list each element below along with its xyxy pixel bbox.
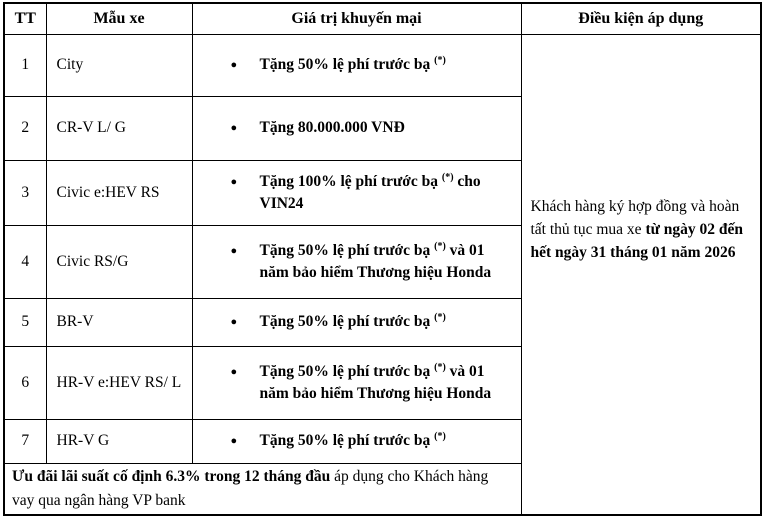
footnote-marker: (*) (434, 430, 446, 442)
model-cell: Civic RS/G (46, 225, 192, 298)
promo-cell (192, 298, 521, 346)
bullet-icon: ● (230, 59, 238, 71)
row-number-cell: 1 (4, 34, 46, 96)
model-cell: Civic e:HEV RS (46, 160, 192, 225)
footnote-marker: (*) (434, 361, 446, 373)
footnote-marker: (*) (434, 240, 446, 252)
row-number-cell: 3 (4, 160, 46, 225)
promo-text: Tặng 50% lệ phí trước bạ (*) (259, 430, 446, 449)
promo-text: Tặng 50% lệ phí trước bạ (*) (259, 311, 446, 330)
footnote-marker: (*) (434, 54, 446, 66)
row-number-cell: 7 (4, 419, 46, 463)
promo-cell (192, 34, 521, 96)
bullet-icon: ● (230, 316, 238, 328)
condition-text-bold: từ ngày 02 đến hết ngày 31 tháng 01 năm 2026 (530, 220, 744, 261)
header-cell-tt: TT (4, 3, 46, 34)
footer-cell (4, 463, 521, 515)
bullet-icon: ● (230, 175, 238, 188)
row-number-cell: 4 (4, 225, 46, 298)
row-number-cell: 5 (4, 298, 46, 346)
promo-cell (192, 419, 521, 463)
promo-text: Tặng 50% lệ phí trước bạ (*) (259, 54, 446, 73)
promo-text: Tặng 50% lệ phí trước bạ (*) và 01 năm bảo hiểm Thương hiệu Honda (259, 361, 492, 402)
promo-cell (192, 160, 521, 225)
bullet-icon: ● (230, 435, 238, 447)
model-cell: HR-V G (46, 419, 192, 463)
promo-cell (192, 225, 521, 298)
footnote-marker: (*) (441, 171, 454, 183)
header-cell-model: Mẫu xe (46, 3, 192, 34)
promo-text: Tặng 100% lệ phí trước bạ (*) cho VIN24 (259, 171, 481, 212)
header-cell-condition: Điều kiện áp dụng (521, 3, 761, 34)
model-cell: HR-V e:HEV RS/ L (46, 346, 192, 419)
model-cell: BR-V (46, 298, 192, 346)
header-row (4, 3, 761, 34)
promo-cell (192, 346, 521, 419)
header-cell-promo: Giá trị khuyến mại (192, 3, 521, 34)
table-row (4, 34, 761, 96)
promo-text: Tặng 80.000.000 VNĐ (259, 119, 405, 136)
bullet-icon: ● (230, 122, 238, 134)
footer-text-bold: Ưu đãi lãi suất cố định 6.3% trong 12 tháng đầu (12, 467, 331, 485)
promotion-table (3, 2, 762, 516)
bullet-icon: ● (230, 365, 238, 378)
model-cell: CR-V L/ G (46, 96, 192, 160)
footnote-marker: (*) (434, 311, 446, 323)
row-number-cell: 6 (4, 346, 46, 419)
condition-text-normal: Khách hàng ký hợp đồng và hoàn tất thủ tục mua xe (530, 197, 740, 238)
promo-text: Tặng 50% lệ phí trước bạ (*) và 01 năm bảo hiểm Thương hiệu Honda (259, 240, 492, 281)
footer-text-normal: áp dụng cho Khách hàng vay qua ngân hàng VP bank (12, 467, 489, 509)
model-cell: City (46, 34, 192, 96)
condition-cell (521, 34, 761, 515)
bullet-icon: ● (230, 244, 238, 257)
promo-cell (192, 96, 521, 160)
row-number-cell: 2 (4, 96, 46, 160)
